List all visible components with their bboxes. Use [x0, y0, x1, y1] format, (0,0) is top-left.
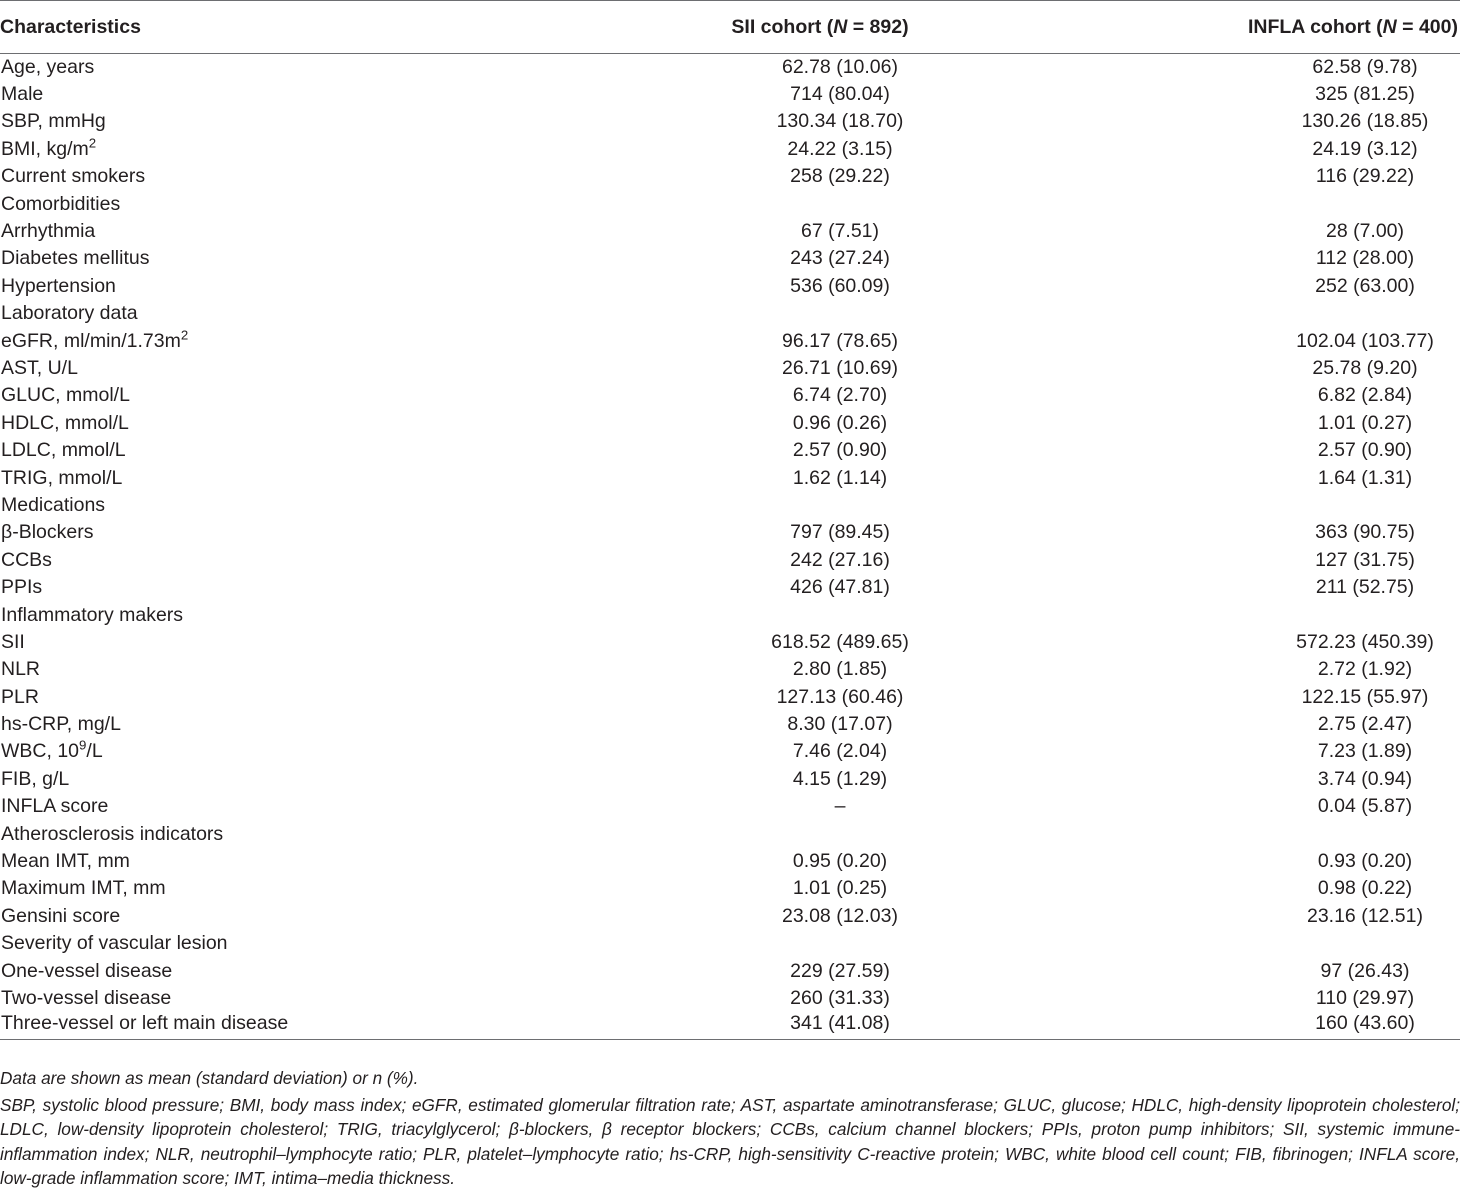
sii-cohort-value: 229 (27.59) [790, 959, 890, 982]
table-row [0, 218, 1460, 245]
row-label: Three-vessel or left main disease [0, 1012, 540, 1040]
infla-cohort-value: 325 (81.25) [1315, 83, 1415, 106]
row-label-text: BMI, kg/m [1, 137, 89, 160]
row-label: Medications [1, 493, 106, 516]
table-row [0, 574, 1460, 601]
row-label: hs-CRP, mg/L [1, 713, 121, 736]
row-label: SII [1, 630, 25, 653]
infla-cohort-value: 1.01 (0.27) [1317, 411, 1413, 434]
infla-cohort-value: 363 (90.75) [1315, 521, 1415, 544]
row-label-superscript: 9 [79, 738, 87, 754]
sii-cohort-value: 618.52 (489.65) [771, 630, 909, 653]
infla-cohort-value: 0.93 (0.20) [1317, 850, 1413, 873]
table-row [0, 793, 1460, 820]
infla-cohort-value [1100, 190, 1460, 217]
table-row [0, 738, 1460, 765]
header-infla-cohort: INFLA cohort (N = 400) [1100, 1, 1460, 54]
infla-cohort-value: 62.58 (9.78) [1312, 55, 1418, 78]
table-row [0, 300, 1460, 327]
table-row [0, 930, 1460, 957]
row-label: β-Blockers [1, 521, 94, 544]
footnote-abbreviations: SBP, systolic blood pressure; BMI, body mass index; eGFR, estimated glomerular filtration rate; AST, aspartate aminotransferase; GLUC, glucose; HDLC, high-density lipoprotein cholesterol; LDLC, low-density lipoprotein cholesterol; TRIG, triacylglycerol; β-blockers, β receptor blockers; CCBs, calcium channel blockers; PPIs, proton pump inhibitors; SII, systemic immune-inflammation index; NLR, neutrophil–lymphocyte ratio; PLR, platelet–lymphocyte ratio; hs-CRP, high-sensitivity C-reactive protein; WBC, white blood cell count; FIB, fibrinogen; INFLA score, low-grade inflammation score; IMT, intima–media thickness. [0, 1094, 1460, 1188]
row-label: One-vessel disease [1, 959, 173, 982]
infla-cohort-value [1100, 930, 1460, 957]
infla-cohort-value [1100, 492, 1460, 519]
sii-cohort-value: 1.62 (1.14) [792, 466, 888, 489]
row-label: Severity of vascular lesion [1, 932, 228, 955]
row-label: Two-vessel disease [1, 986, 172, 1009]
sii-cohort-value: 7.46 (2.04) [792, 740, 888, 763]
sii-cohort-value: 714 (80.04) [790, 83, 890, 106]
infla-cohort-value: 211 (52.75) [1315, 576, 1415, 599]
sii-cohort-value: 127.13 (60.46) [776, 685, 904, 708]
table-row [0, 108, 1460, 135]
row-label [0, 327, 540, 354]
sii-cohort-value: 8.30 (17.07) [787, 713, 893, 736]
infla-cohort-value: 160 (43.60) [1100, 1012, 1460, 1040]
sii-cohort-value [540, 300, 1100, 327]
sii-cohort-value [540, 601, 1100, 628]
table-row [0, 519, 1460, 546]
sii-cohort-value: 26.71 (10.69) [781, 356, 898, 379]
row-label: Atherosclerosis indicators [1, 822, 224, 845]
table-row [0, 437, 1460, 464]
row-label: Comorbidities [1, 192, 121, 215]
table-row [0, 273, 1460, 300]
infla-cohort-value: 28 (7.00) [1325, 220, 1405, 243]
row-label: Male [1, 83, 44, 106]
table-row [0, 136, 1460, 163]
row-label: NLR [1, 658, 41, 681]
table-row [0, 820, 1460, 847]
sii-cohort-value: 23.08 (12.03) [781, 904, 898, 927]
row-label: Arrhythmia [1, 220, 96, 243]
infla-cohort-value: 130.26 (18.85) [1301, 110, 1429, 133]
sii-cohort-value: 260 (31.33) [790, 986, 890, 1009]
table-row [0, 163, 1460, 190]
row-label-text: WBC, 10 [1, 740, 80, 763]
table-row [0, 54, 1460, 81]
table-row [0, 848, 1460, 875]
row-label: AST, U/L [1, 356, 78, 379]
sii-cohort-value: 243 (27.24) [790, 247, 890, 270]
sii-cohort-value: – [834, 795, 846, 818]
infla-cohort-value: 2.57 (0.90) [1317, 439, 1413, 462]
table-header [0, 1, 1460, 54]
row-label-text: eGFR, ml/min/1.73m [1, 329, 181, 352]
row-label: Mean IMT, mm [1, 850, 130, 873]
infla-cohort-value: 23.16 (12.51) [1306, 904, 1423, 927]
infla-cohort-value: 116 (29.22) [1315, 165, 1415, 188]
sii-cohort-value [540, 492, 1100, 519]
row-label: SBP, mmHg [1, 110, 106, 133]
footnote-data-note: Data are shown as mean (standard deviation) or n (%). [0, 1068, 419, 1088]
table-row [0, 190, 1460, 217]
infla-cohort-value: 127 (31.75) [1315, 548, 1415, 571]
infla-cohort-value: 25.78 (9.20) [1312, 356, 1418, 379]
sii-cohort-value: 67 (7.51) [800, 220, 880, 243]
infla-cohort-value: 252 (63.00) [1315, 274, 1415, 297]
sii-cohort-value: 24.22 (3.15) [787, 137, 893, 160]
row-label: GLUC, mmol/L [1, 384, 130, 407]
table-row [0, 875, 1460, 902]
table-row [0, 327, 1460, 354]
sii-cohort-value: 4.15 (1.29) [792, 767, 888, 790]
row-label: Age, years [1, 55, 95, 78]
sii-cohort-value [540, 190, 1100, 217]
row-label: CCBs [1, 548, 52, 571]
header-sii-cohort: SII cohort (N = 892) [540, 1, 1100, 54]
infla-cohort-value: 572.23 (450.39) [1296, 630, 1434, 653]
table-row [0, 766, 1460, 793]
row-label: TRIG, mmol/L [1, 466, 123, 489]
sii-cohort-value: 96.17 (78.65) [781, 329, 898, 352]
sii-cohort-value: 6.74 (2.70) [792, 384, 888, 407]
infla-cohort-value: 102.04 (103.77) [1296, 329, 1434, 352]
row-label: Laboratory data [1, 302, 138, 325]
table-row [0, 629, 1460, 656]
row-label [0, 136, 540, 163]
table-row [0, 957, 1460, 984]
row-label: LDLC, mmol/L [1, 439, 126, 462]
sii-cohort-value: 536 (60.09) [790, 274, 890, 297]
row-label-superscript: 2 [88, 135, 97, 151]
sii-cohort-value: 130.34 (18.70) [776, 110, 904, 133]
table-footnotes [0, 1066, 1460, 1191]
table-row [0, 601, 1460, 628]
infla-cohort-value: 110 (29.97) [1315, 986, 1415, 1009]
row-label: PLR [1, 685, 39, 708]
table-row [0, 355, 1460, 382]
sii-cohort-value: 426 (47.81) [790, 576, 890, 599]
sii-cohort-value [540, 930, 1100, 957]
row-label: HDLC, mmol/L [1, 411, 129, 434]
row-label: Hypertension [1, 274, 116, 297]
row-label-suffix: /L [86, 740, 103, 763]
row-label-superscript: 2 [180, 327, 189, 343]
infla-cohort-value [1100, 300, 1460, 327]
row-label: Maximum IMT, mm [1, 877, 166, 900]
sii-cohort-value: 1.01 (0.25) [792, 877, 888, 900]
table-row [0, 464, 1460, 491]
table-row [0, 683, 1460, 710]
table-row [0, 410, 1460, 437]
row-label: Current smokers [1, 165, 146, 188]
sii-cohort-value: 258 (29.22) [790, 165, 890, 188]
infla-cohort-value: 6.82 (2.84) [1317, 384, 1413, 407]
row-label: PPIs [1, 576, 43, 599]
infla-cohort-value: 24.19 (3.12) [1312, 137, 1418, 160]
infla-cohort-value: 2.72 (1.92) [1317, 658, 1413, 681]
row-label [0, 738, 540, 765]
sii-cohort-value: 0.95 (0.20) [792, 850, 888, 873]
table-row [0, 656, 1460, 683]
infla-cohort-value: 97 (26.43) [1320, 959, 1410, 982]
infla-cohort-value [1100, 601, 1460, 628]
infla-cohort-value: 7.23 (1.89) [1317, 740, 1413, 763]
sii-cohort-value: 62.78 (10.06) [781, 55, 898, 78]
infla-cohort-value: 112 (28.00) [1315, 247, 1415, 270]
sii-cohort-value: 242 (27.16) [790, 548, 890, 571]
table-row [0, 81, 1460, 108]
table-row [0, 245, 1460, 272]
infla-cohort-value: 2.75 (2.47) [1317, 713, 1413, 736]
sii-cohort-value: 0.96 (0.26) [792, 411, 888, 434]
table-row [0, 903, 1460, 930]
row-label: Diabetes mellitus [1, 247, 150, 270]
sii-cohort-value: 341 (41.08) [540, 1012, 1100, 1040]
infla-cohort-value: 3.74 (0.94) [1317, 767, 1413, 790]
row-label: INFLA score [1, 795, 109, 818]
table-row [0, 711, 1460, 738]
row-label: Inflammatory makers [1, 603, 184, 626]
table-row [0, 1012, 1460, 1040]
header-row [0, 1, 1460, 54]
table-row [0, 382, 1460, 409]
table-row [0, 492, 1460, 519]
infla-cohort-value: 122.15 (55.97) [1301, 685, 1429, 708]
row-label: FIB, g/L [1, 767, 70, 790]
sii-cohort-value: 2.80 (1.85) [792, 658, 888, 681]
row-label: Gensini score [1, 904, 121, 927]
infla-cohort-value: 0.98 (0.22) [1317, 877, 1413, 900]
sii-cohort-value: 2.57 (0.90) [792, 439, 888, 462]
infla-cohort-value: 0.04 (5.87) [1317, 795, 1413, 818]
infla-cohort-value [1100, 820, 1460, 847]
sii-cohort-value [540, 820, 1100, 847]
infla-cohort-value: 1.64 (1.31) [1317, 466, 1413, 489]
table-body [0, 54, 1460, 1040]
table-row [0, 985, 1460, 1012]
sii-cohort-value: 797 (89.45) [790, 521, 890, 544]
header-characteristics: Characteristics [0, 1, 540, 54]
table-row [0, 547, 1460, 574]
